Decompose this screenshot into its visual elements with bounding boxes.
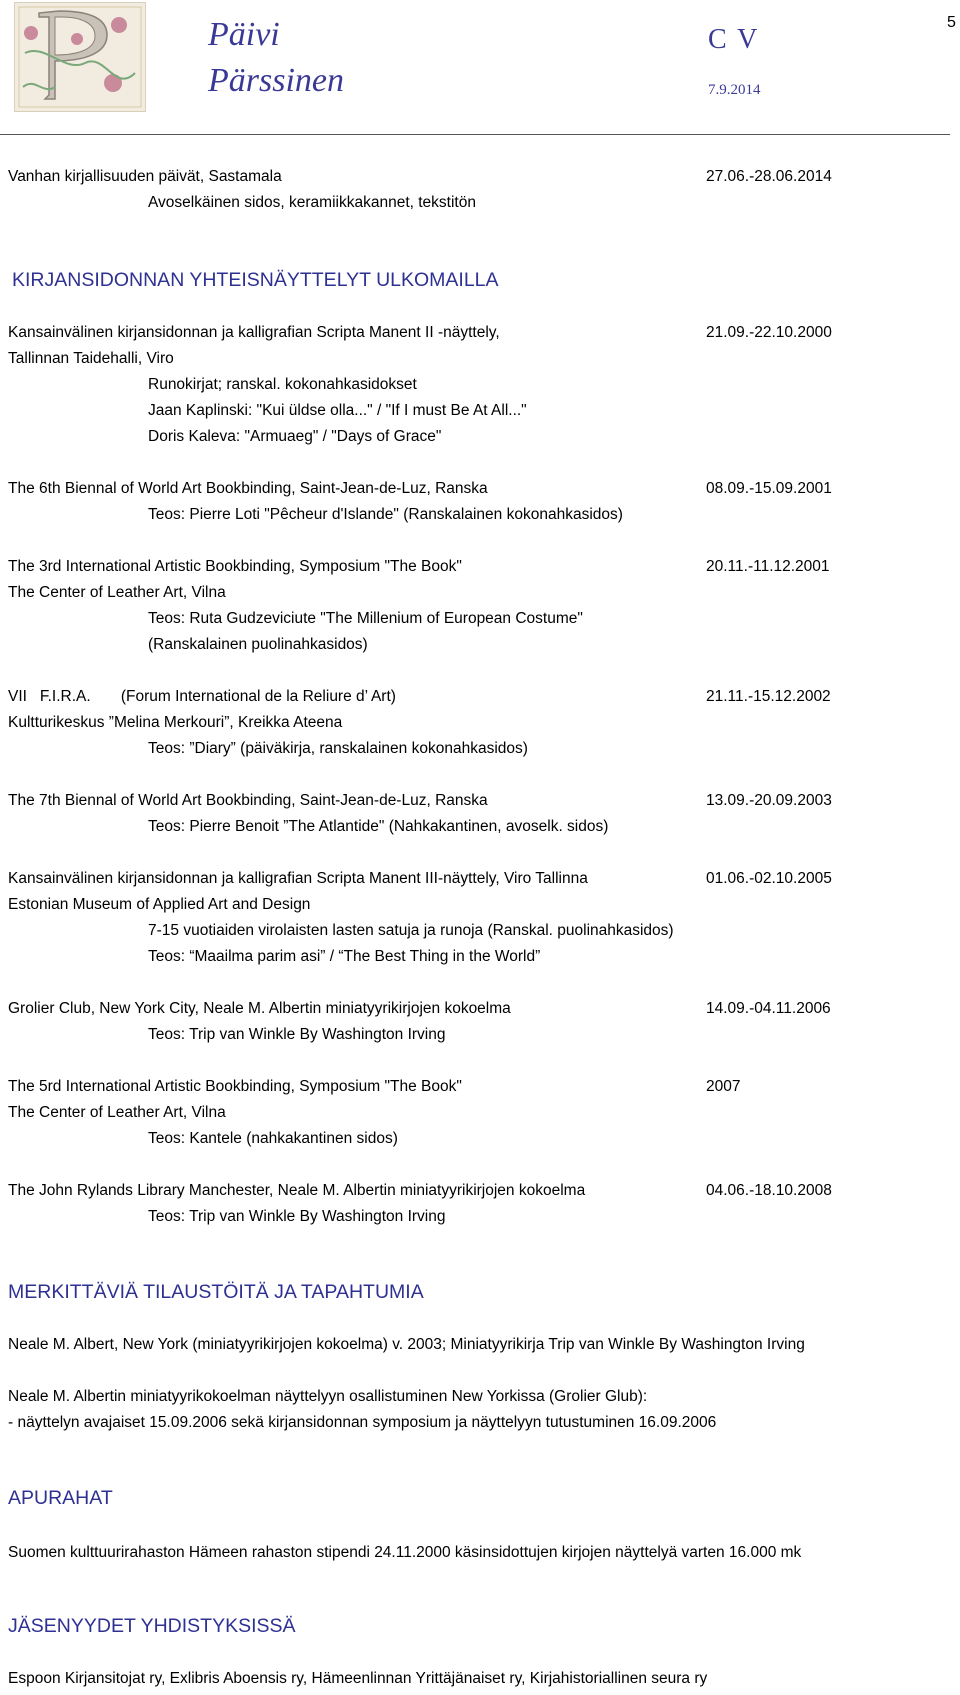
entry-detail: Teos: Pierre Loti "Pêcheur d'Islande" (Ranskalainen kokonahkasidos) bbox=[148, 506, 623, 523]
entry-place: The Center of Leather Art, Vilna bbox=[8, 584, 226, 601]
paragraph-line: Neale M. Albertin miniatyyrikokoelman näyttelyyn osallistuminen New Yorkissa (Grolier Glub): bbox=[8, 1388, 648, 1405]
section-heading-memberships: JÄSENYYDET YHDISTYKSISSÄ bbox=[8, 1615, 296, 1637]
entry-date: 20.11.-11.12.2001 bbox=[706, 558, 830, 575]
header-divider bbox=[0, 134, 950, 135]
entry-title: The 6th Biennal of World Art Bookbinding, Saint-Jean-de-Luz, Ranska bbox=[8, 480, 488, 497]
entry-title: The 7th Biennal of World Art Bookbinding, Saint-Jean-de-Luz, Ranska bbox=[8, 792, 488, 809]
entry-title: The 5rd International Artistic Bookbinding, Symposium "The Book" bbox=[8, 1078, 462, 1095]
section-heading-foreign: KIRJANSIDONNAN YHTEISNÄYTTELYT ULKOMAILLA bbox=[12, 269, 499, 291]
name-first: Päivi bbox=[208, 16, 280, 53]
entry-place: The Center of Leather Art, Vilna bbox=[8, 1104, 226, 1121]
document-title: C V bbox=[708, 24, 760, 55]
page-header bbox=[0, 0, 960, 135]
entry-detail: Teos: Kantele (nahkakantinen sidos) bbox=[148, 1130, 398, 1147]
entry-title: Grolier Club, New York City, Neale M. Albertin miniatyyrikirjojen kokoelma bbox=[8, 1000, 511, 1017]
document-date: 7.9.2014 bbox=[708, 82, 761, 98]
entry-date: 14.09.-04.11.2006 bbox=[706, 1000, 831, 1017]
entry-date: 01.06.-02.10.2005 bbox=[706, 870, 832, 887]
entry-detail: Teos: Trip van Winkle By Washington Irving bbox=[148, 1208, 446, 1225]
entry-detail: 7-15 vuotiaiden virolaisten lasten satuja ja runoja (Ranskal. puolinahkasidos) bbox=[148, 922, 674, 939]
paragraph-line: Espoon Kirjansitojat ry, Exlibris Aboensis ry, Hämeenlinnan Yrittäjänaiset ry, Kirjahistoriallinen seura ry bbox=[8, 1670, 708, 1687]
entry-date: 04.06.-18.10.2008 bbox=[706, 1182, 832, 1199]
entry-date: 21.11.-15.12.2002 bbox=[706, 688, 831, 705]
letter-p-ornament-icon bbox=[15, 3, 145, 111]
entry-title: The 3rd International Artistic Bookbinding, Symposium "The Book" bbox=[8, 558, 462, 575]
entry-date: 08.09.-15.09.2001 bbox=[706, 480, 832, 497]
entry-detail: Jaan Kaplinski: "Kui üldse olla..." / "If I must Be At All..." bbox=[148, 402, 527, 419]
entry-date: 13.09.-20.09.2003 bbox=[706, 792, 832, 809]
entry-date: 2007 bbox=[706, 1078, 741, 1095]
section-heading-grants: APURAHAT bbox=[8, 1487, 113, 1509]
entry-detail: Doris Kaleva: "Armuaeg" / "Days of Grace" bbox=[148, 428, 442, 445]
entry-place: Tallinnan Taidehalli, Viro bbox=[8, 350, 174, 367]
entry-date: 21.09.-22.10.2000 bbox=[706, 324, 832, 341]
entry-place: Kultturikeskus ”Melina Merkouri”, Kreikka Ateena bbox=[8, 714, 343, 731]
entry-title: VII F.I.R.A. (Forum International de la Reliure d’ Art) bbox=[8, 688, 396, 705]
paragraph-line: Suomen kulttuurirahaston Hämeen rahaston stipendi 24.11.2000 käsinsidottujen kirjojen näyttelyä varten 16.000 mk bbox=[8, 1544, 802, 1561]
entry-detail: Teos: Pierre Benoit ”The Atlantide" (Nahkakantinen, avoselk. sidos) bbox=[148, 818, 609, 835]
entry-detail: Teos: Ruta Gudzeviciute "The Millenium of European Costume" bbox=[148, 610, 583, 627]
entry-date: 27.06.-28.06.2014 bbox=[706, 168, 832, 185]
entry-detail: Runokirjat; ranskal. kokonahkasidokset bbox=[148, 376, 417, 393]
paragraph-line: Neale M. Albert, New York (miniatyyrikirjojen kokoelma) v. 2003; Miniatyyrikirja Trip van Winkle By Washington Irving bbox=[8, 1336, 805, 1353]
entry-title: Kansainvälinen kirjansidonnan ja kalligrafian Scripta Manent II -näyttely, bbox=[8, 324, 500, 341]
entry-detail: Avoselkäinen sidos, keramiikkakannet, tekstitön bbox=[148, 194, 476, 211]
entry-detail: (Ranskalainen puolinahkasidos) bbox=[148, 636, 368, 653]
name-last: Pärssinen bbox=[208, 62, 344, 99]
illuminated-letter-logo bbox=[14, 2, 146, 112]
paragraph-line: - näyttelyn avajaiset 15.09.2006 sekä kirjansidonnan symposium ja näyttelyyn tutustuminen 16.09.2006 bbox=[8, 1414, 717, 1431]
entry-place: Estonian Museum of Applied Art and Design bbox=[8, 896, 311, 913]
entry-title: Kansainvälinen kirjansidonnan ja kalligrafian Scripta Manent III-näyttely, Viro Tallinna bbox=[8, 870, 588, 887]
entry-title: Vanhan kirjallisuuden päivät, Sastamala bbox=[8, 168, 282, 185]
entry-detail: Teos: “Maailma parim asi” / “The Best Thing in the World” bbox=[148, 948, 541, 965]
entry-detail: Teos: Trip van Winkle By Washington Irving bbox=[148, 1026, 446, 1043]
entry-title: The John Rylands Library Manchester, Neale M. Albertin miniatyyrikirjojen kokoelma bbox=[8, 1182, 586, 1199]
page-number: 5 bbox=[947, 14, 956, 31]
entry-detail: Teos: ”Diary” (päiväkirja, ranskalainen kokonahkasidos) bbox=[148, 740, 528, 757]
section-heading-commissions: MERKITTÄVIÄ TILAUSTÖITÄ JA TAPAHTUMIA bbox=[8, 1281, 424, 1303]
